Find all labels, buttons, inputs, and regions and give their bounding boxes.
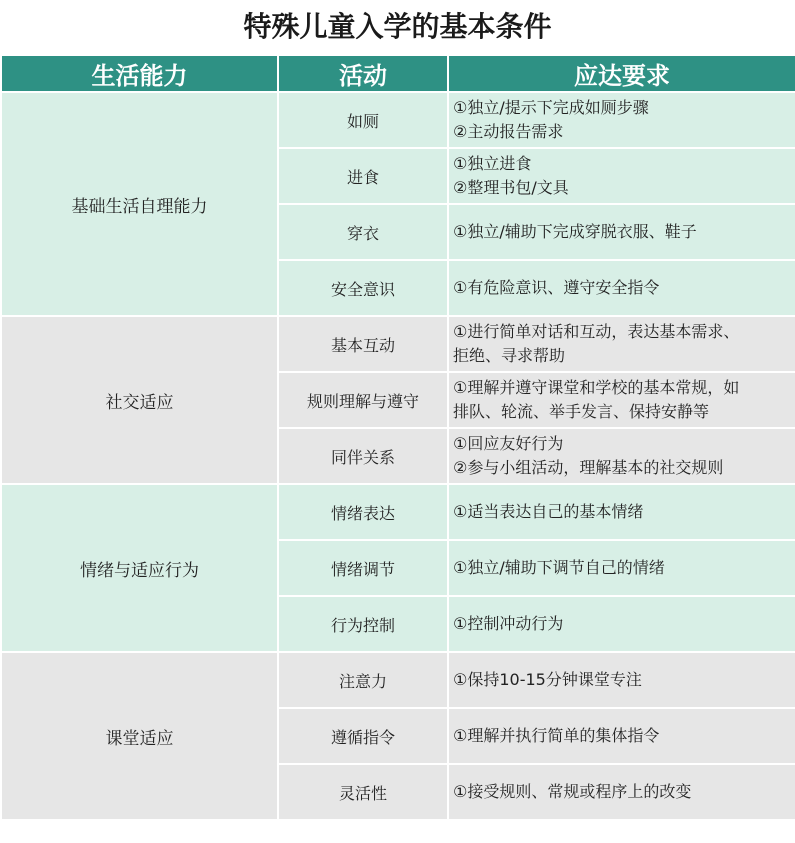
requirement-line: ②主动报告需求 [453,122,564,141]
table-row [1,652,795,708]
activity-cell: 注意力 [278,652,448,708]
requirement-cell [448,764,795,820]
activity-cell: 穿衣 [278,204,448,260]
requirement-line: ②整理书包/文具 [453,178,569,197]
requirement-cell [448,204,795,260]
activity-cell: 基本互动 [278,316,448,372]
requirement-line: ②参与小组活动，理解基本的社交规则 [453,458,724,477]
requirement-line: ①适当表达自己的基本情绪 [453,502,644,521]
activity-cell: 灵活性 [278,764,448,820]
requirement-line: 拒绝、寻求帮助 [453,346,566,365]
requirement-cell [448,260,795,316]
requirement-line: ①回应友好行为 [453,434,564,453]
requirement-cell [448,428,795,484]
requirement-line: ①有危险意识、遵守安全指令 [453,278,660,297]
requirement-cell [448,652,795,708]
requirement-line: ①独立/提示下完成如厕步骤 [453,98,649,117]
table-header-row [1,55,795,92]
requirement-cell [448,372,795,428]
activity-cell: 进食 [278,148,448,204]
category-cell: 课堂适应 [1,652,278,820]
activity-cell: 规则理解与遵守 [278,372,448,428]
requirement-cell [448,708,795,764]
activity-cell: 情绪调节 [278,540,448,596]
activity-cell: 行为控制 [278,596,448,652]
requirement-line: ①理解并执行简单的集体指令 [453,726,660,745]
category-cell: 社交适应 [1,316,278,484]
category-cell: 情绪与适应行为 [1,484,278,652]
header-ability: 生活能力 [1,55,278,92]
requirement-line: ①控制冲动行为 [453,614,564,633]
requirement-line: ①进行简单对话和互动，表达基本需求、 [453,322,740,341]
requirement-line: ①理解并遵守课堂和学校的基本常规，如 [453,378,740,397]
requirement-cell [448,148,795,204]
activity-cell: 情绪表达 [278,484,448,540]
activity-cell: 同伴关系 [278,428,448,484]
page-title: 特殊儿童入学的基本条件 [243,10,552,43]
requirement-line: ①独立/辅助下调节自己的情绪 [453,558,665,577]
requirement-line: ①接受规则、常规或程序上的改变 [453,782,692,801]
requirement-cell [448,540,795,596]
requirement-line: ①保持10-15分钟课堂专注 [453,670,642,689]
requirement-line: ①独立/辅助下完成穿脱衣服、鞋子 [453,222,697,241]
table-row [1,484,795,540]
activity-cell: 如厕 [278,92,448,148]
header-activity: 活动 [278,55,448,92]
requirement-cell [448,596,795,652]
requirement-cell [448,92,795,148]
header-requirement: 应达要求 [448,55,795,92]
activity-cell: 遵循指令 [278,708,448,764]
requirements-table [0,54,795,821]
requirement-line: 排队、轮流、举手发言、保持安静等 [453,402,710,421]
requirement-cell [448,316,795,372]
requirement-cell [448,484,795,540]
requirement-line: ①独立进食 [453,154,532,173]
table-body [1,92,795,820]
table-row [1,92,795,148]
category-cell: 基础生活自理能力 [1,92,278,316]
activity-cell: 安全意识 [278,260,448,316]
table-row [1,316,795,372]
